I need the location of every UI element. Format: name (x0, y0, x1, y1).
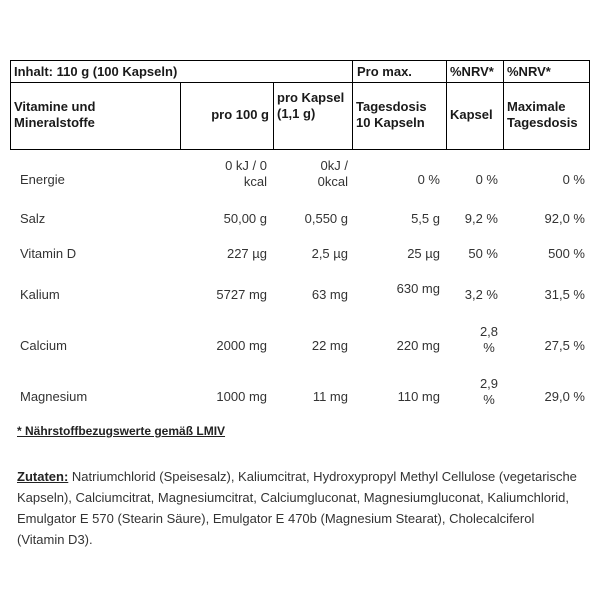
content-header: Inhalt: 110 g (100 Kapseln) (14, 64, 178, 79)
nutrient-name: Calcium (20, 338, 67, 353)
nrv-capsule: 9,2 % (464, 211, 498, 226)
column-header-per100: pro 100 g (211, 107, 269, 122)
value-daily: 25 µg (407, 246, 440, 261)
nrv-capsule: 3,2 % (464, 287, 498, 302)
nrv-max: 500 % (548, 246, 585, 261)
nrv-max: 27,5 % (544, 338, 585, 353)
column-header-nutrients: Vitamine und Mineralstoffe (14, 99, 96, 130)
ingredients-label: Zutaten: (17, 469, 69, 484)
value-daily: 0 % (417, 172, 440, 187)
value-daily: 220 mg (396, 338, 440, 353)
nutrient-name: Kalium (20, 287, 60, 302)
value-per100: 1000 mg (216, 389, 267, 404)
nrv-max: 92,0 % (544, 211, 585, 226)
nutrition-table (10, 60, 590, 450)
column-header-per-capsule: pro Kapsel (1,1 g) (277, 90, 345, 121)
nrv-max: 0 % (562, 172, 585, 187)
value-per-capsule: 0kJ / 0kcal (317, 158, 348, 189)
value-daily: 110 mg (397, 389, 440, 404)
value-per100: 0 kJ / 0 kcal (225, 158, 267, 189)
column-divider (352, 60, 353, 150)
nrv-header: %NRV* (507, 64, 551, 79)
nrv-footnote: * Nährstoffbezugswerte gemäß LMIV (17, 424, 226, 438)
nrv-capsule: 2,8 % (479, 324, 499, 355)
column-header-max-daily: Maximale Tagesdosis (507, 99, 578, 130)
value-per-capsule: 2,5 µg (311, 246, 348, 261)
column-divider (273, 83, 274, 150)
value-per100: 227 µg (226, 246, 267, 261)
nrv-max: 29,0 % (544, 389, 585, 404)
nutrient-name: Magnesium (20, 389, 88, 404)
nutrient-name: Salz (20, 211, 46, 226)
pro-max-header: Pro max. (357, 64, 412, 79)
value-per100: 50,00 g (223, 211, 267, 226)
nutrient-name: Vitamin D (20, 246, 77, 261)
ingredients-text: Natriumchlorid (Speisesalz), Kaliumcitrat, Hydroxypropyl Methyl Cellulose (vegetarische Kapseln), Calciumcitrat, Magnesiumcitrat, Calciumgluconat, Magnesiumgluconat, Kaliumchlorid, Emulgator E 570 (Stearin Säure), Emulgator E 470b (Magnesium Stearat), Cholecalciferol (Vitamin D3). (17, 469, 577, 547)
column-divider (446, 60, 447, 150)
value-per-capsule: 11 mg (312, 389, 348, 404)
nutrient-name: Energie (20, 172, 65, 187)
value-per-capsule: 0,550 g (304, 211, 348, 226)
value-per-capsule: 22 mg (311, 338, 348, 353)
nrv-header: %NRV* (450, 64, 494, 79)
column-header-capsule: Kapsel (450, 107, 493, 122)
nrv-capsule: 0 % (475, 172, 498, 187)
value-per100: 5727 mg (216, 287, 267, 302)
table-right-border (589, 60, 590, 150)
ingredients-paragraph (17, 466, 577, 550)
nrv-capsule: 50 % (468, 246, 498, 261)
value-daily: 5,5 g (411, 211, 440, 226)
nrv-capsule: 2,9 % (479, 376, 499, 407)
table-left-border (10, 60, 11, 150)
value-per-capsule: 63 mg (311, 287, 348, 302)
nrv-max: 31,5 % (544, 287, 585, 302)
column-divider (503, 60, 504, 150)
value-per100: 2000 mg (216, 338, 267, 353)
column-divider (180, 83, 181, 150)
column-header-daily-dose: Tagesdosis 10 Kapseln (356, 99, 427, 130)
value-daily: 630 mg (396, 281, 440, 296)
